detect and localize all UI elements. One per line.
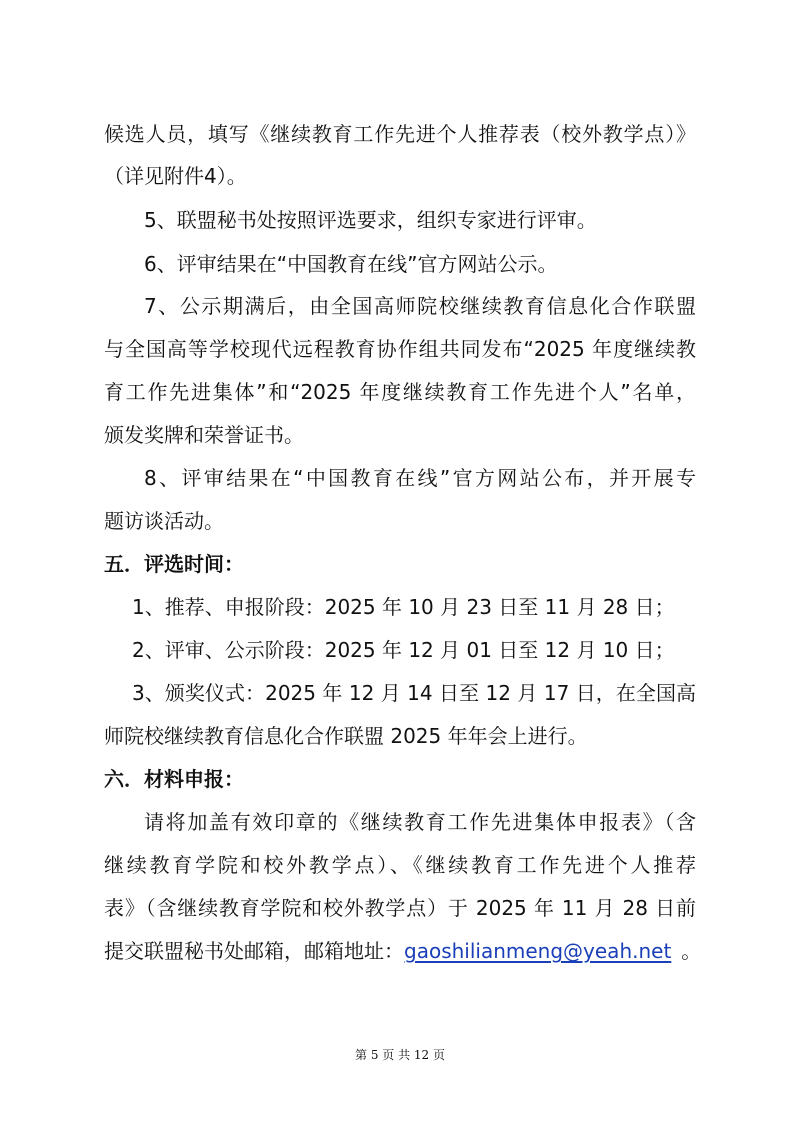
email-label: 提交联盟秘书处邮箱，邮箱地址： [104, 939, 404, 963]
paragraph-line: 题访谈活动。 [104, 509, 224, 533]
list-item: 2、评审、公示阶段：2025 年 12 月 01 日至 12 月 10 日； [132, 638, 675, 662]
paragraph-line: 颁发奖牌和荣誉证书。 [104, 423, 304, 447]
list-item: 1、推荐、申报阶段：2025 年 10 月 23 日至 11 月 28 日； [132, 595, 675, 619]
list-item: 6、评审结果在“中国教育在线”官方网站公示。 [144, 252, 558, 276]
paragraph-line: 表》（含继续教育学院和校外教学点）于 2025 年 11 月 28 日前 [104, 896, 696, 920]
list-item: 3、颁奖仪式：2025 年 12 月 14 日至 12 月 17 日，在全国高 [132, 681, 696, 705]
paragraph-line [104, 936, 704, 966]
paragraph-line: 与全国高等学校现代远程教育协作组共同发布“2025 年度继续教 [104, 337, 696, 361]
section-heading: 五．评选时间： [104, 552, 244, 576]
list-item: 7、公示期满后，由全国高师院校继续教育信息化合作联盟 [144, 294, 696, 318]
paragraph-line: 请将加盖有效印章的《继续教育工作先进集体申报表》（含 [144, 810, 696, 834]
paragraph-line: 师院校继续教育信息化合作联盟 2025 年年会上进行。 [104, 724, 588, 748]
paragraph-line: 育工作先进集体”和“2025 年度继续教育工作先进个人”名单， [104, 380, 696, 404]
page-number-footer: 第 5 页 共 12 页 [355, 1048, 445, 1062]
paragraph-line: （详见附件4）。 [104, 164, 247, 188]
paragraph-line: 候选人员，填写《继续教育工作先进个人推荐表（校外教学点）》 [104, 122, 696, 146]
paragraph-line: 继续教育学院和校外教学点）、《继续教育工作先进个人推荐 [104, 853, 696, 877]
list-item: 8、评审结果在“中国教育在线”官方网站公布，并开展专 [144, 466, 696, 490]
list-item: 5、联盟秘书处按照评选要求，组织专家进行评审。 [144, 208, 597, 232]
section-heading: 六．材料申报： [104, 767, 244, 791]
email-suffix: 。 [681, 939, 702, 963]
email-link[interactable]: gaoshilianmeng@yeah.net [404, 939, 672, 963]
